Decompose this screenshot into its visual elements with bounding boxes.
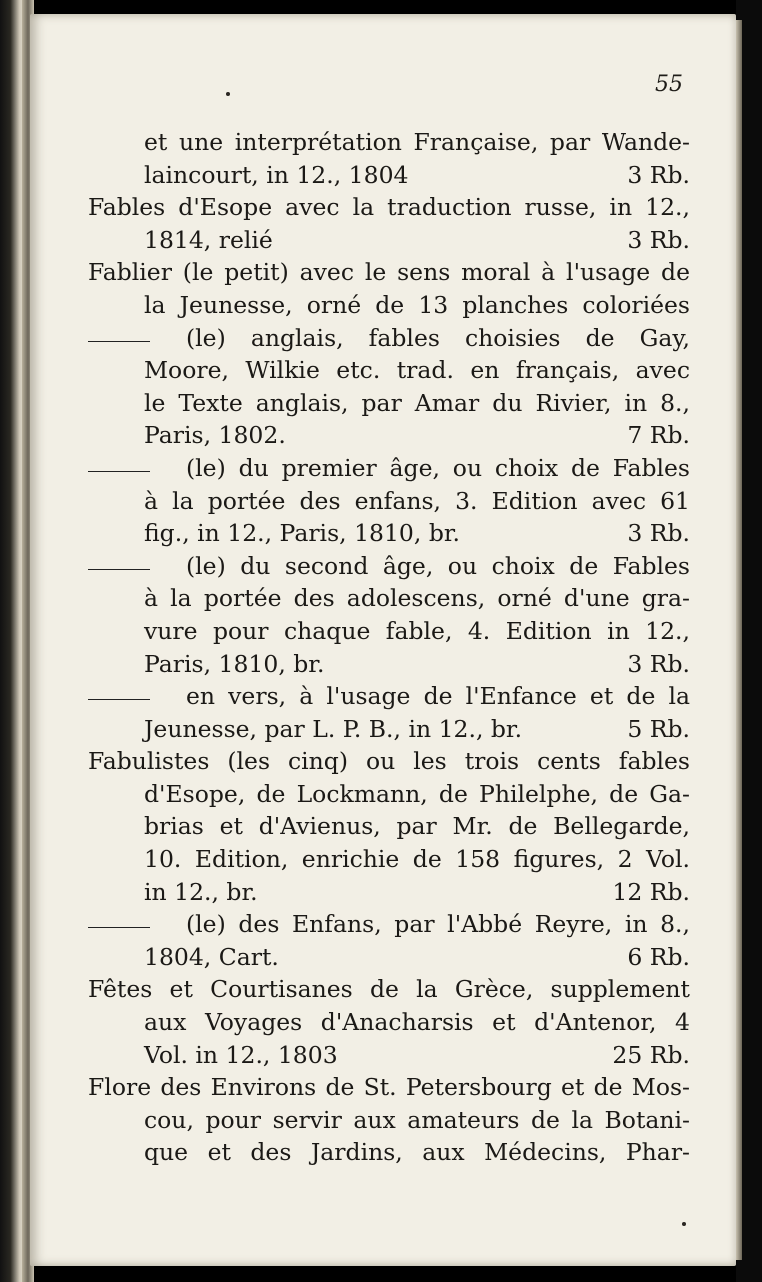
entry-text: Fables d'Esope avec la traduction russe, in 12.,: [88, 193, 690, 222]
entry-price: 3 Rb.: [627, 160, 690, 189]
entry-text: en vers, à l'usage de l'Enfance et de la: [186, 682, 690, 711]
entry-line: [88, 485, 690, 518]
ditto-dash: [88, 341, 150, 342]
entry-text: laincourt, in 12., 1804: [144, 160, 409, 189]
entry-text: brias et d'Avienus, par Mr. de Bellegarde,: [144, 812, 690, 841]
entry-line: [88, 289, 690, 322]
entry-price: 3 Rb.: [627, 519, 690, 548]
entry-line: [88, 126, 690, 159]
ink-speck: [682, 1222, 686, 1226]
entry-line: [88, 1006, 690, 1039]
ink-speck: [226, 92, 230, 96]
entry-text: Vol. in 12., 1803: [144, 1040, 338, 1069]
entry-price: 25 Rb.: [612, 1040, 690, 1069]
entry-line: [88, 354, 690, 387]
entry-text: la Jeunesse, orné de 13 planches coloriées: [144, 290, 690, 319]
entry-text: (le) des Enfans, par l'Abbé Reyre, in 8.,: [186, 910, 690, 939]
entry-text: (le) anglais, fables choisies de Gay,: [186, 323, 690, 352]
entry-text: et une interprétation Française, par Wande-: [144, 128, 690, 156]
ditto-dash: [88, 927, 150, 928]
entry-text: à la portée des adolescens, orné d'une gra-: [144, 584, 690, 613]
entry-line: [88, 810, 690, 843]
entry-price: 5 Rb.: [627, 714, 690, 743]
entry-price: 12 Rb.: [612, 877, 690, 906]
entry-line: [88, 680, 690, 713]
catalogue-text: [88, 126, 690, 1169]
entry-line: [88, 615, 690, 648]
entry-line: [88, 256, 690, 289]
ditto-dash: [88, 471, 150, 472]
right-background: [736, 0, 762, 1282]
entry-text: Paris, 1810, br.: [144, 649, 325, 678]
entry-line: [88, 876, 690, 909]
entry-line: [88, 941, 690, 974]
entry-text: Fabulistes (les cinq) ou les trois cents fables: [88, 747, 690, 776]
entry-text: in 12., br.: [144, 877, 258, 906]
entry-line: [88, 1039, 690, 1072]
entry-line: [88, 387, 690, 420]
entry-text: Jeunesse, par L. P. B., in 12., br.: [144, 714, 523, 743]
entry-line: [88, 517, 690, 550]
entry-price: 3 Rb.: [627, 649, 690, 678]
entry-line: [88, 843, 690, 876]
entry-text: cou, pour servir aux amateurs de la Botani-: [144, 1105, 690, 1134]
entry-line: [88, 713, 690, 746]
catalogue-entry: [88, 973, 690, 1071]
entry-text: 10. Edition, enrichie de 158 figures, 2 Vol.: [144, 845, 690, 874]
entry-text: Fêtes et Courtisanes de la Grèce, supplement: [88, 975, 690, 1004]
entry-line: [88, 322, 690, 355]
entry-line: [88, 1104, 690, 1137]
catalogue-entry: [88, 745, 690, 908]
entry-price: 3 Rb.: [627, 225, 690, 254]
ditto-dash: [88, 569, 150, 570]
entry-text: 1814, relié: [144, 225, 273, 254]
page-number: 55: [655, 72, 683, 97]
catalogue-entry: [88, 256, 690, 321]
entry-text: fig., in 12., Paris, 1810, br.: [144, 519, 460, 548]
catalogue-entry: [88, 1071, 690, 1169]
catalogue-entry: [88, 680, 690, 745]
catalogue-entry: [88, 126, 690, 191]
entry-text: (le) du second âge, ou choix de Fables: [186, 551, 690, 580]
entry-text: aux Voyages d'Anacharsis et d'Antenor, 4: [144, 1008, 690, 1037]
entry-text: vure pour chaque fable, 4. Edition in 12.,: [144, 616, 690, 645]
catalogue-entry: [88, 550, 690, 680]
ditto-dash: [88, 699, 150, 700]
entry-line: [88, 550, 690, 583]
entry-line: [88, 745, 690, 778]
entry-text: que et des Jardins, aux Médecins, Phar-: [144, 1138, 690, 1167]
entry-line: [88, 648, 690, 681]
entry-price: 7 Rb.: [627, 421, 690, 450]
entry-line: [88, 159, 690, 192]
entry-text: 1804, Cart.: [144, 942, 279, 971]
entry-text: Flore des Environs de St. Petersbourg et de Mos-: [88, 1073, 690, 1102]
catalogue-entry: [88, 452, 690, 550]
entry-line: [88, 191, 690, 224]
entry-text: Paris, 1802.: [144, 421, 286, 450]
entry-text: d'Esope, de Lockmann, de Philelphe, de Ga-: [144, 779, 690, 808]
entry-text: Fablier (le petit) avec le sens moral à l'usage de: [88, 258, 690, 287]
entry-price: 6 Rb.: [627, 942, 690, 971]
entry-line: [88, 973, 690, 1006]
catalogue-entry: [88, 191, 690, 256]
entry-line: [88, 1071, 690, 1104]
catalogue-entry: [88, 322, 690, 452]
entry-line: [88, 778, 690, 811]
entry-text: le Texte anglais, par Amar du Rivier, in 8.,: [144, 388, 690, 417]
entry-text: (le) du premier âge, ou choix de Fables: [186, 453, 690, 482]
entry-text: à la portée des enfans, 3. Edition avec 61: [144, 486, 690, 515]
catalogue-entry: [88, 908, 690, 973]
entry-text: Moore, Wilkie etc. trad. en français, avec: [144, 356, 690, 385]
entry-line: [88, 908, 690, 941]
entry-line: [88, 419, 690, 452]
entry-line: [88, 1136, 690, 1169]
entry-line: [88, 224, 690, 257]
entry-line: [88, 582, 690, 615]
entry-line: [88, 452, 690, 485]
